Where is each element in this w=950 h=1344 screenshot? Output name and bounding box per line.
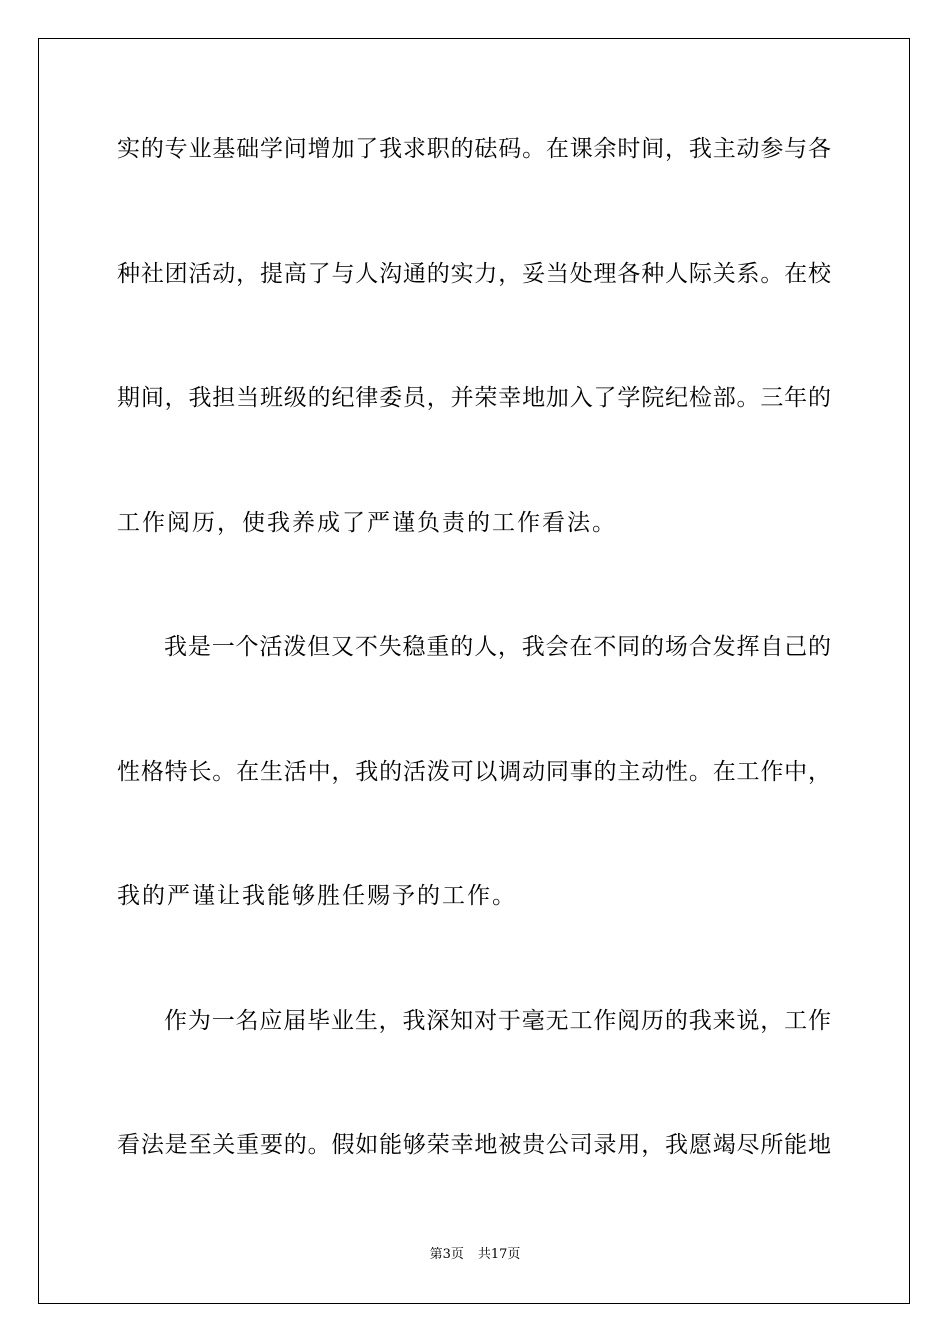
paragraph-2-line-3: 我的严谨让我能够胜任赐予的工作。 [117,883,517,909]
page-border [38,38,910,1304]
body-line-3: 期间，我担当班级的纪律委员，并荣幸地加入了学院纪检部。三年的 [117,385,831,411]
paragraph-3-line-2: 看法是至关重要的。假如能够荣幸地被贵公司录用，我愿竭尽所能地 [117,1132,831,1158]
page-number: 第3页 [429,1247,464,1262]
paragraph-3-line-1: 作为一名应届毕业生，我深知对于毫无工作阅历的我来说，工作 [164,1008,831,1034]
paragraph-2-line-1: 我是一个活泼但又不失稳重的人，我会在不同的场合发挥自己的 [164,634,831,660]
paragraph-2-line-2: 性格特长。在生活中，我的活泼可以调动同事的主动性。在工作中， [117,759,831,785]
body-line-1: 实的专业基础学问增加了我求职的砝码。在课余时间，我主动参与各 [117,136,831,162]
page-footer [0,1245,950,1265]
body-line-4: 工作阅历，使我养成了严谨负责的工作看法。 [117,510,617,536]
body-line-2: 种社团活动，提高了与人沟通的实力，妥当处理各种人际关系。在校 [117,261,831,287]
page-total: 共17页 [477,1247,521,1262]
